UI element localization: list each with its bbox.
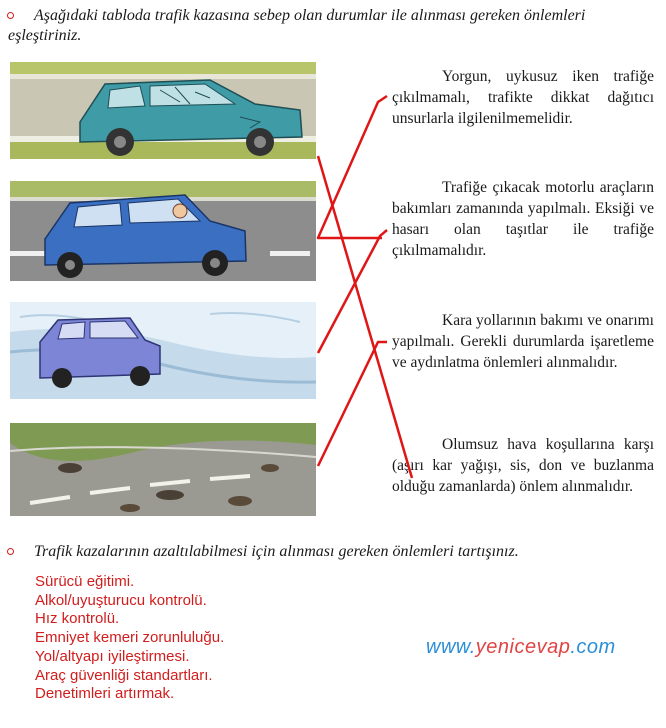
answer-list <box>35 573 224 704</box>
answer-item: Alkol/uyuşturucu kontrolü. <box>35 591 207 609</box>
description-fatigue: Yorgun, uykusuz iken trafiğe çıkılmamalı, trafikte dikkat dağıtıcı unsurlarla ilgilenilmemelidir. <box>392 68 654 127</box>
answer-item: Araç güvenliği standartları. <box>35 666 213 684</box>
instruction-matching: Aşağıdaki tabloda trafik kazasına sebep olan durumlar ile alınması gereken önlemleri eşleştiriniz. <box>8 7 586 44</box>
sleepy-driver-scene <box>10 181 316 281</box>
potholed-road-scene <box>10 423 316 516</box>
description-vehicle-maintenance: Trafiğe çıkacak motorlu araçların bakımları zamanında yapılmalı. Eksiği ve hasarı olan taşıtlar ile trafiğe çıkılmamalıdır. <box>392 179 654 259</box>
damaged-car-scene <box>10 62 316 159</box>
description-weather: Olumsuz hava koşullarına karşı (aşırı kar yağışı, sis, don ve buzlanma olduğu zamanlarda) önlem alınmalıdır. <box>392 436 654 495</box>
watermark-link[interactable]: www.yenicevap.com <box>426 636 616 658</box>
match-line-1 <box>318 96 387 238</box>
answer-item: Yol/altyapı iyileştirmesi. <box>35 647 190 665</box>
snowy-road-scene <box>10 302 316 399</box>
instruction-discussion: Trafik kazalarının azaltılabilmesi için alınması gereken önlemleri tartışınız. <box>34 543 519 560</box>
answer-item: Denetimleri artırmak. <box>35 685 175 703</box>
answer-item: Sürücü eğitimi. <box>35 573 135 590</box>
description-road-maintenance: Kara yollarının bakımı ve onarımı yapılmalı. Gerekli durumlarda işaretleme ve aydınlatma önlemleri alınmalıdır. <box>392 312 654 371</box>
match-line-4 <box>318 342 387 466</box>
answer-item: Hız kontrolü. <box>35 610 120 628</box>
answer-item: Emniyet kemeri zorunluluğu. <box>35 629 225 647</box>
bullet-icon <box>7 548 14 555</box>
match-line-2 <box>318 230 387 353</box>
